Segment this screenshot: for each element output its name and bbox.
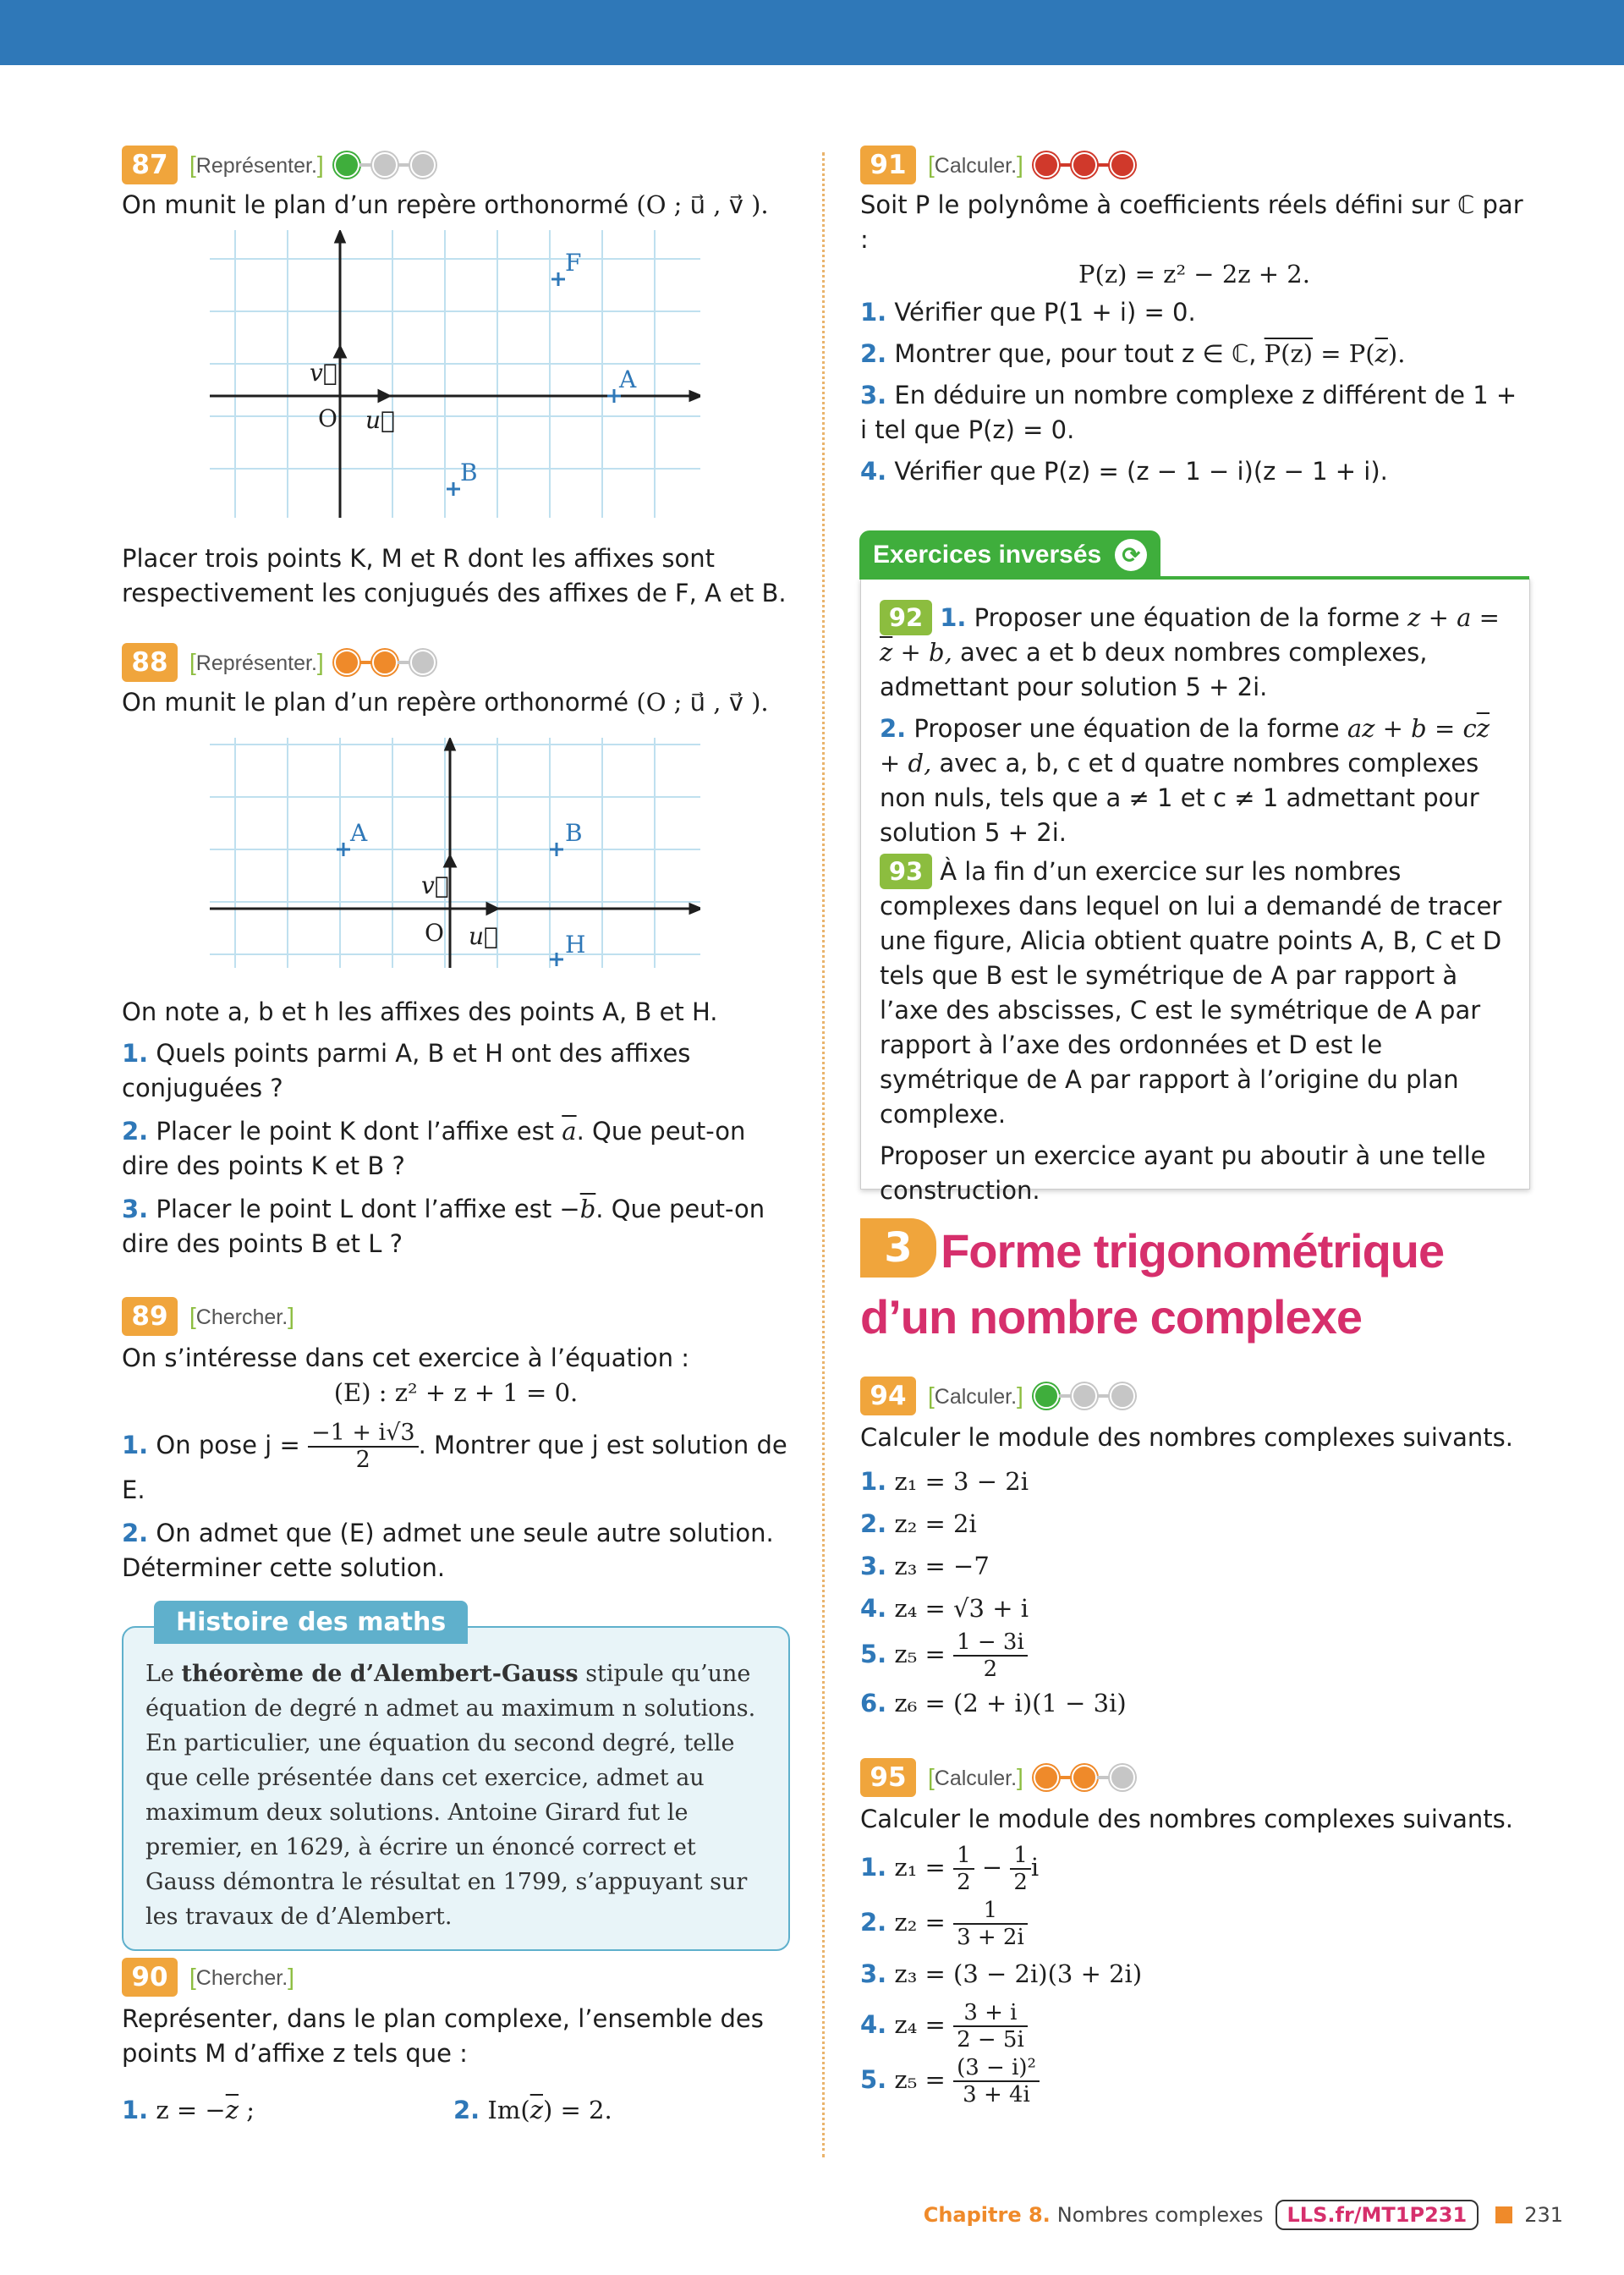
section-heading: Forme trigonométrique d’un nombre complexe (860, 1224, 1445, 1344)
question-1: 1. $z = -\overline{z}$ ; (122, 2096, 255, 2124)
exercise-87 (122, 146, 790, 607)
question-3: 3. En déduire un nombre complexe z différent de 1 + i tel que P(z) = 0. (860, 381, 1517, 444)
point-B-label: B (460, 459, 478, 486)
item-5: 5. z₅ = $\frac{\text{(3 − i)²}}{3 + 4i}$ (860, 2052, 1528, 2107)
vector-v-label: v⃗ (310, 359, 337, 387)
exercise-number: 87 (122, 146, 178, 184)
exercise-95 (860, 1758, 1528, 2107)
vector-v-label: v⃗ (421, 871, 449, 899)
item-3: 3. z₃ = −7 (860, 1552, 990, 1580)
exercise-94 (860, 1377, 1528, 1724)
item-3: 3. z₃ = (3 − 2i)(3 + 2i) (860, 1959, 1143, 1988)
point-B-label: B (565, 819, 583, 847)
origin-label: O (318, 404, 337, 432)
exercise-92 (880, 600, 1514, 850)
equation-E: (E) : z² + z + 1 = 0. (333, 1378, 579, 1407)
question-2: 2. Proposer une équation de la forme az + $b = c\overline{z} + d$, avec a, b, c et d quatre nombres complexes non nuls, tels que a ≠ 1 et c ≠ 1 admettant pour solution 5 + 2i. (880, 714, 1490, 847)
item-6: 6. z₆ = (2 + i)(1 − 3i) (860, 1689, 1127, 1717)
exercise-number: 90 (122, 1958, 178, 1997)
refresh-icon: ⟳ (1115, 539, 1147, 571)
exercise-tag: [Représenter.] (189, 151, 324, 178)
section-number: 3 (860, 1218, 936, 1278)
question-2: 2. On admet que (E) admet une seule autre solution. Déterminer cette solution. (122, 1519, 774, 1582)
item-1: 1. z₁ = 3 − 2i (860, 1467, 1029, 1496)
point-F-label: F (565, 249, 582, 277)
difficulty-indicator (1034, 1383, 1135, 1409)
exercise-question: Proposer un exercice ayant pu aboutir à une telle construction. (880, 1141, 1486, 1205)
vector-u-label: u⃗ (469, 922, 498, 950)
exercise-tag: [Calculer.] (928, 1382, 1023, 1409)
graph-88 (210, 738, 700, 968)
exercise-intro: Soit P le polynôme à coefficients réels défini sur ℂ par : (860, 190, 1523, 254)
page-number: 231 (1524, 2203, 1563, 2227)
exercise-number: 91 (860, 146, 916, 184)
exercise-88 (122, 643, 790, 1258)
question-4: 4. Vérifier que P(z) = (z − 1 − i)(z − 1 + i). (860, 457, 1388, 486)
chapter-label: Chapitre 8. (923, 2203, 1051, 2227)
question-2: 2. $Im(\overline{z}) = 2$. (453, 2096, 612, 2124)
exercise-91 (860, 146, 1528, 489)
vector-u-label: u⃗ (365, 406, 395, 434)
exercise-number: 94 (860, 1377, 916, 1415)
inverse-exercises-box (860, 541, 1530, 1205)
exercise-text: Placer trois points K, M et R dont les affixes sont respectivement les conjugués des affixes de F, A et B. (122, 544, 787, 607)
exercise-tag: [Chercher.] (189, 1964, 294, 1990)
exercise-tag: [Calculer.] (928, 151, 1023, 178)
difficulty-indicator (1034, 152, 1135, 178)
item-1: 1. z₁ = $\frac{1}{2}$ − $\frac{1}{2}$ i (860, 1843, 1040, 1895)
page-footer (924, 2200, 1563, 2230)
exercise-text: 93 À la fin d’un exercice sur les nombres complexes dans lequel on lui a demandé de tracer une figure, Alicia obtient quatre points A, B, C et D tels que B est le symétrique de A par rapport à l’axe des abscisses, C est le symétrique de A par rapport à l’axe des ordonnées et D est le symétrique de A par rapport à l’origine du plan complexe. (880, 854, 1514, 1132)
exercise-89 (122, 1297, 790, 1585)
exercise-tag: [Représenter.] (189, 649, 324, 675)
exercise-number: 88 (122, 643, 178, 682)
item-5: 5. z₅ = $\frac{1 - 3i}{2}$ (860, 1629, 1528, 1682)
item-4: 4. z₄ = √3 + i (860, 1594, 1029, 1623)
exercise-intro: Calculer le module des nombres complexes suivants. (860, 1423, 1513, 1452)
inverse-exercises-header: Exercices inversés ⟳ (859, 530, 1160, 580)
frame-notation: (O ; u⃗ , v⃗ ). (636, 190, 769, 219)
chapter-title: Nombres complexes (1056, 2203, 1264, 2227)
question-1: 92 1. Proposer une équation de la forme $z + a = \overline{z} + b$, avec a et b deux nombres complexes, admettant pour solution 5 + 2i. (880, 600, 1514, 705)
history-title: Histoire des maths (154, 1601, 468, 1644)
point-A-label: A (619, 365, 637, 393)
question-3: 3. Placer le point L dont l’affixe est $-\overline{b}$. Que peut-on dire des points B et L ? (122, 1195, 765, 1258)
top-banner (0, 0, 1624, 65)
exercise-number: 95 (860, 1758, 916, 1797)
exercise-text: Représenter, dans le plan complexe, l’ensemble des points M d’affixe z tels que : (122, 2004, 764, 2068)
polynomial: P(z) = z² − 2z + 2. (1078, 260, 1310, 288)
page-marker-icon (1495, 2206, 1512, 2223)
graph-87 (210, 230, 700, 518)
exercise-93 (880, 854, 1514, 1208)
difficulty-indicator (334, 650, 436, 675)
exercise-number: 89 (122, 1297, 178, 1336)
exercise-intro: On s’intéresse dans cet exercice à l’équation : (122, 1344, 690, 1372)
frame-notation: (O ; u⃗ , v⃗ ). (636, 688, 769, 717)
exercise-90 (122, 1958, 790, 2135)
exercise-intro: On munit le plan d’un repère orthonormé (122, 190, 629, 219)
question-2: 2. Montrer que, pour tout z ∈ ℂ, $P(z) = P(\overline{z})$. (860, 339, 1406, 368)
question-1: 1. Vérifier que P(1 + i) = 0. (860, 298, 1196, 327)
item-2: 2. z₂ = $\frac{1}{3 + 2i}$ (860, 1895, 1528, 1950)
exercise-text: On note a, b et h les affixes des points A, B et H. (122, 997, 718, 1026)
difficulty-indicator (334, 152, 436, 178)
history-box (122, 1607, 790, 1951)
section-title (860, 1218, 1528, 1350)
exercise-tag: [Calculer.] (928, 1764, 1023, 1790)
point-A-label: A (350, 819, 368, 847)
question-1: 1. On pose j = $\frac{-1 + i√3}{2}$ . Montrer que j est solution de E. (122, 1420, 787, 1504)
question-2: 2. Placer le point K dont l’affixe est $\overline{a}$. Que peut-on dire des points K et B ? (122, 1117, 746, 1180)
item-4: 4. z₄ = $\frac{3 + i}{2 - 5i}$ (860, 1997, 1528, 2052)
item-2: 2. z₂ = 2i (860, 1509, 977, 1538)
exercise-intro: Calculer le module des nombres complexes suivants. (860, 1805, 1513, 1833)
exercise-tag: [Chercher.] (189, 1303, 294, 1329)
origin-label: O (425, 919, 444, 947)
exercise-intro: On munit le plan d’un repère orthonormé (122, 688, 629, 717)
column-divider (822, 152, 825, 2157)
difficulty-indicator (1034, 1765, 1135, 1790)
question-1: 1. Quels points parmi A, B et H ont des affixes conjuguées ? (122, 1039, 691, 1102)
history-text: Le théorème de d’Alembert-Gauss stipule qu’une équation de degré n admet au maximum n solutions. En particulier, une équation du second degré, telle que celle présentée dans cet exercice, admet au maximum deux solutions. Antoine Girard fut le premier, en 1629, à écrire un énoncé correct et Gauss démontra le résultat en 1799, s’appuyant sur les travaux de d’Alembert. (145, 1661, 756, 1930)
point-H-label: H (565, 931, 586, 959)
resource-link[interactable]: LLS.fr/MT1P231 (1276, 2200, 1479, 2230)
